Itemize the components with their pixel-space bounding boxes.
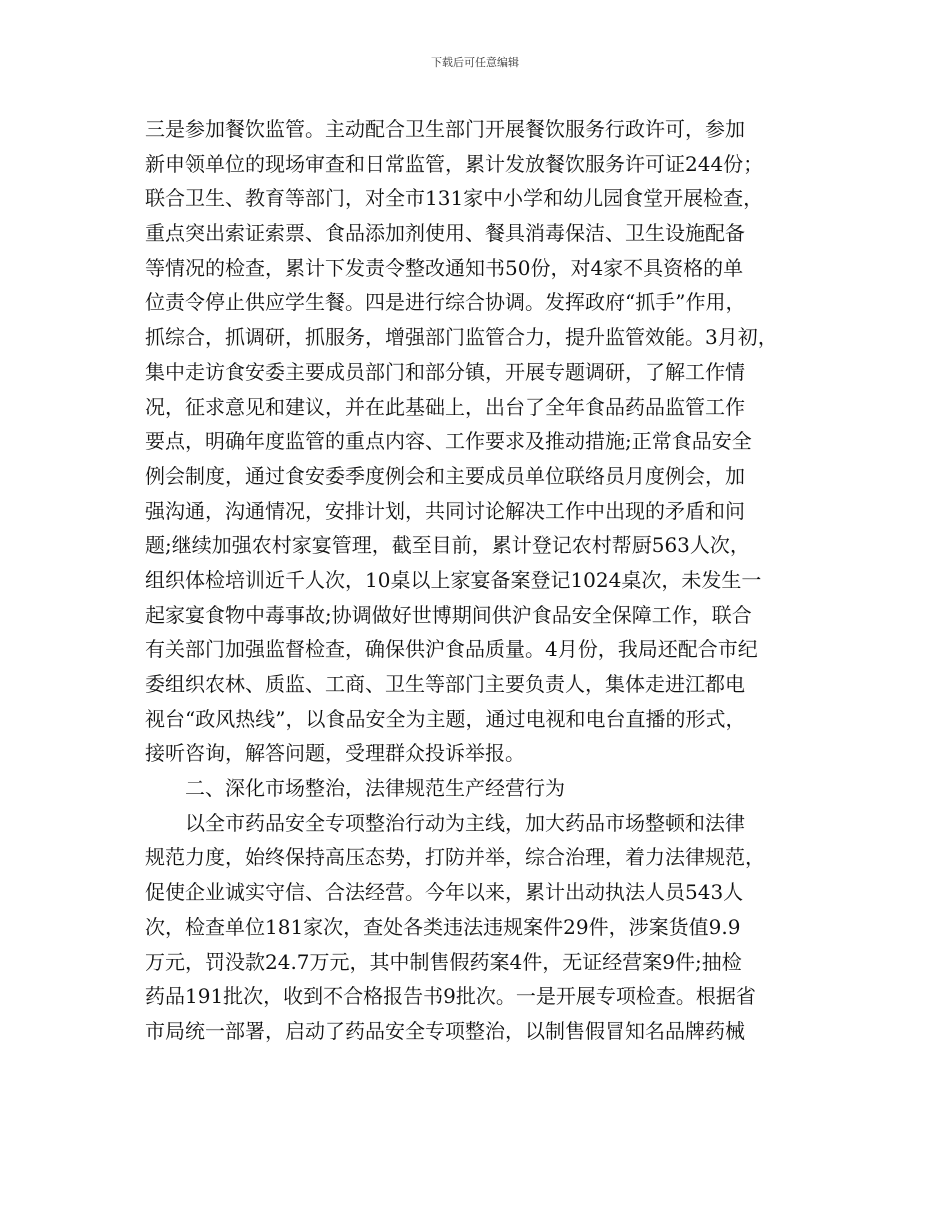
text-line: 三是参加餐饮监管。主动配合卫生部门开展餐饮服务行政许可，参加	[145, 117, 745, 141]
text-line: 规范力度，始终保持高压态势，打防并举，综合治理，着力法律规范，	[145, 845, 765, 870]
text-line: 集中走访食安委主要成员部门和部分镇，开展专题调研，了解工作情	[145, 359, 745, 384]
text-line: 组织体检培训近千人次，10桌以上家宴备案登记1024桌次，未发生一	[145, 567, 762, 592]
text-line: 重点突出索证索票、食品添加剂使用、餐具消毒保洁、卫生设施配备	[145, 221, 745, 246]
text-line: 要点，明确年度监管的重点内容、工作要求及推动措施;正常食品安全	[145, 429, 752, 454]
text-line: 次，检查单位181家次，查处各类违法违规案件29件，涉案货值9.9	[145, 914, 741, 939]
page-header: 下载后可任意编辑	[431, 56, 519, 69]
text-line: 以全市药品安全专项整治行动为主线，加大药品市场整顿和法律	[185, 810, 745, 835]
text-line: 市局统一部署，启动了药品安全专项整治，以制售假冒知名品牌药械	[145, 1018, 745, 1043]
text-line: 联合卫生、教育等部门，对全市131家中小学和幼儿园食堂开展检查，	[145, 186, 764, 211]
text-line: 万元，罚没款24.7万元，其中制售假药案4件，无证经营案9件;抽检	[145, 949, 742, 974]
text-line: 视台“政风热线”，以食品安全为主题，通过电视和电台直播的形式，	[145, 706, 746, 731]
text-line: 强沟通，沟通情况，安排计划，共同讨论解决工作中出现的矛盾和问	[145, 498, 745, 523]
text-line: 位责令停止供应学生餐。四是进行综合协调。发挥政府“抓手”作用，	[145, 290, 746, 315]
document-body	[145, 112, 825, 1049]
section-heading: 二、深化市场整治，法律规范生产经营行为	[185, 776, 565, 801]
text-line: 接听咨询，解答问题，受理群众投诉举报。	[145, 741, 525, 766]
text-line: 新申领单位的现场审查和日常监管，累计发放餐饮服务许可证244份；	[145, 151, 764, 176]
text-line: 药品191批次，收到不合格报告书9批次。一是开展专项检查。根据省	[145, 984, 756, 1009]
text-line: 促使企业诚实守信、合法经营。今年以来，累计出动执法人员543人	[145, 880, 744, 905]
text-line: 起家宴食物中毒事故;协调做好世博期间供沪食品安全保障工作，联合	[145, 602, 752, 627]
text-line: 例会制度，通过食安委季度例会和主要成员单位联络员月度例会，加	[145, 463, 745, 488]
text-line: 委组织农林、质监、工商、卫生等部门主要负责人，集体走进江都电	[145, 672, 745, 696]
text-line: 等情况的检查，累计下发责令整改通知书50份，对4家不具资格的单	[145, 255, 744, 280]
text-line: 况，征求意见和建议，并在此基础上，出台了全年食品药品监管工作	[145, 394, 745, 419]
text-line: 抓综合，抓调研，抓服务，增强部门监管合力，提升监管效能。3月初，	[145, 325, 778, 350]
text-line: 有关部门加强监督检查，确保供沪食品质量。4月份，我局还配合市纪	[145, 637, 758, 662]
text-line: 题;继续加强农村家宴管理，截至目前，累计登记农村帮厨563人次，	[145, 533, 750, 558]
